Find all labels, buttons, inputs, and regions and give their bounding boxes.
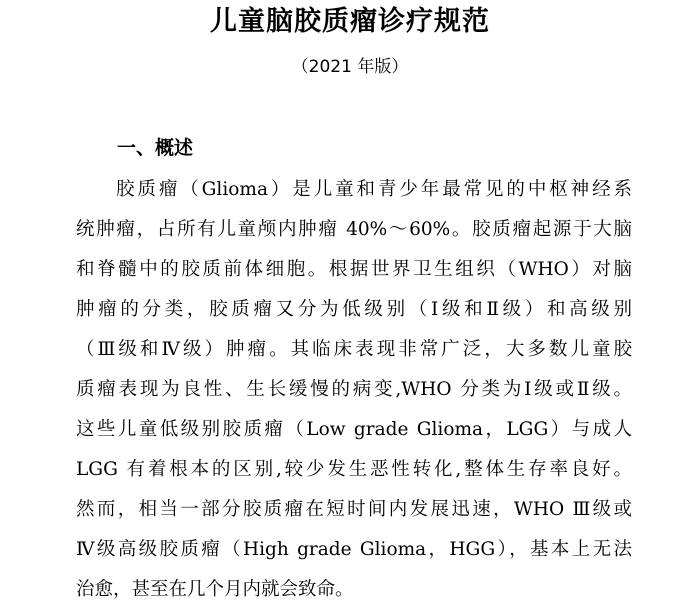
paragraph-line: LGG 有着根本的区别,较少发生恶性转化,整体生存率良好。 bbox=[76, 459, 632, 480]
paragraph-line: 治愈，甚至在几个月内就会致命。 bbox=[76, 579, 354, 600]
document-subtitle: （2021 年版） bbox=[291, 57, 409, 77]
paragraph-line: 胶质瘤（Glioma）是儿童和青少年最常见的中枢神经系 bbox=[116, 179, 632, 200]
paragraph-line: 和脊髓中的胶质前体细胞。根据世界卫生组织（WHO）对脑 bbox=[76, 259, 632, 280]
paragraph-line: （Ⅲ级和Ⅳ级）肿瘤。其临床表现非常广泛，大多数儿童胶 bbox=[76, 339, 632, 360]
overview-paragraph bbox=[76, 170, 632, 610]
paragraph-line: 然而，相当一部分胶质瘤在短时间内发展迅速，WHO Ⅲ级或 bbox=[76, 499, 632, 520]
paragraph-line: 统肿瘤，占所有儿童颅内肿瘤 40%～60%。胶质瘤起源于大脑 bbox=[76, 219, 632, 240]
paragraph-line: 这些儿童低级别胶质瘤（Low grade Glioma，LGG）与成人 bbox=[76, 419, 632, 440]
document-title: 儿童脑胶质瘤诊疗规范 bbox=[210, 6, 490, 37]
paragraph-line: Ⅳ级高级胶质瘤（High grade Glioma，HGG），基本上无法 bbox=[76, 539, 632, 560]
paragraph-line: 质瘤表现为良性、生长缓慢的病变,WHO 分类为Ⅰ级或Ⅱ级。 bbox=[76, 379, 632, 400]
section-heading: 一、概述 bbox=[117, 137, 194, 159]
paragraph-line: 肿瘤的分类，胶质瘤又分为低级别（Ⅰ级和Ⅱ级）和高级别 bbox=[76, 299, 632, 320]
